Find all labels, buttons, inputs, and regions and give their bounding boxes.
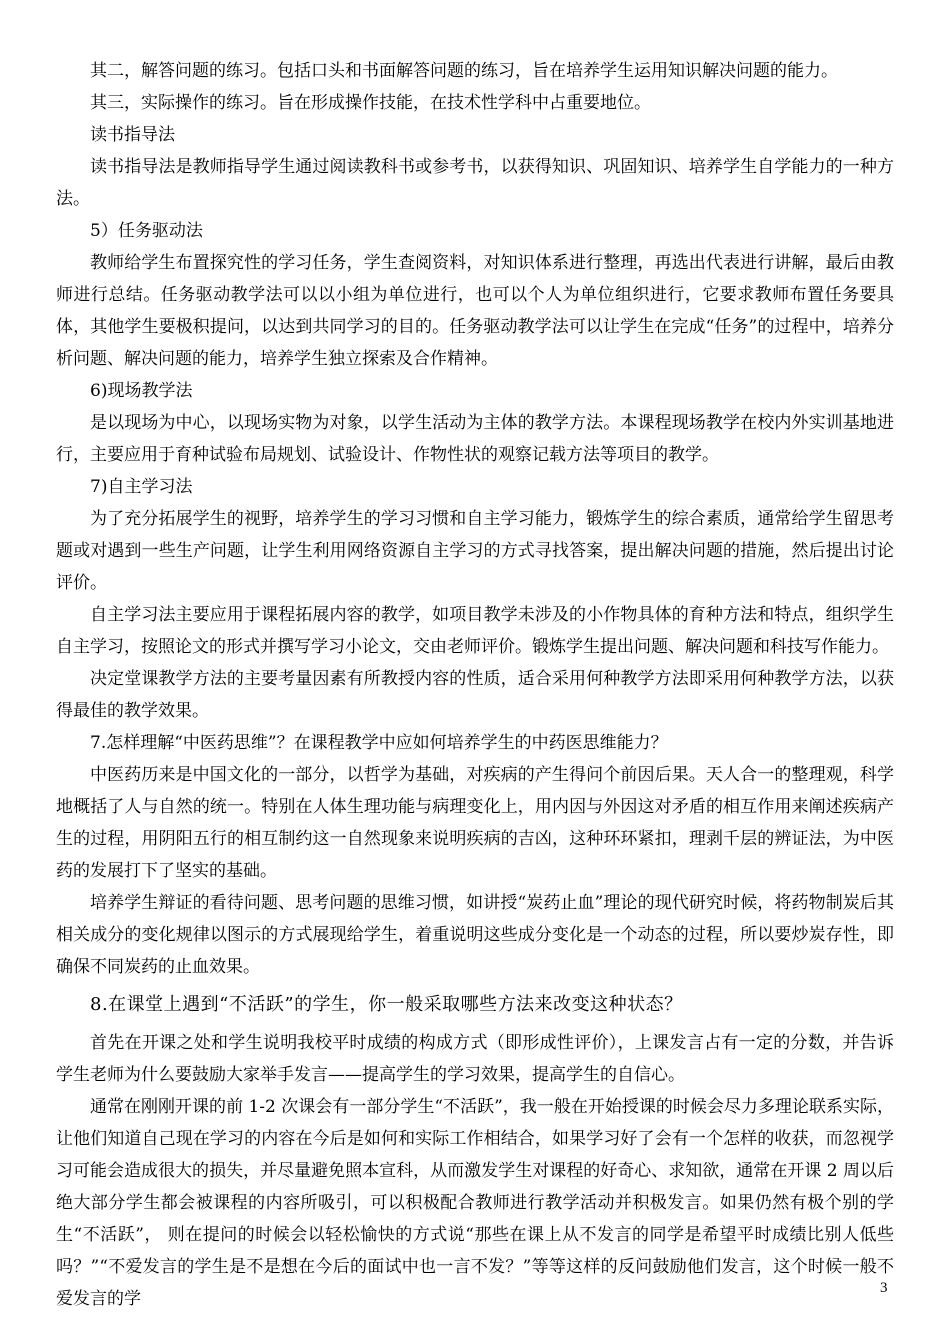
- paragraph-reading-guidance: 读书指导法是教师指导学生通过阅读教科书或参考书，以获得知识、巩固知识、培养学生自学能力的一种方法。: [56, 157, 894, 209]
- question-7: 7.怎样理解“中医药思维”？在课程教学中应如何培养学生的中药医思维能力？: [90, 733, 668, 753]
- paragraph-practice-2: 其二，解答问题的练习。包括口头和书面解答问题的练习，旨在培养学生运用知识解决问题的能力。: [90, 61, 838, 81]
- paragraph-inactive-students-2: 通常在刚刚开课的前 1-2 次课会有一部分学生“不活跃”，我一般在开始授课的时候会尽力多理论联系实际，让他们知道自己现在学习的内容在今后是如何和实际工作相结合，如果学习好了会有一个怎样的收获，而忽视学习可能会造成很大的损失，并尽量避免照本宣科，从而激发学生对课程的好奇心、求知欲，通常在开课 2 周以后绝大部分学生都会被课程的内容所吸引，可以积极配合教师进行教学活动并积极发言。如果仍然有极个别的学生“不活跃”， 则在提问的时候会以轻松愉快的方式说“那些在课上从不发言的同学是希望平时成绩比别人低些吗？”“不爱发言的学生是不是想在今后的面试中也一言不发？”等等这样的反问鼓励他们发言，这个时候一般不爱发言的学: [56, 1097, 894, 1309]
- paragraph-tcm-thinking: 中医药历来是中国文化的一部分，以哲学为基础，对疾病的产生得问个前因后果。天人合一的整理观，科学地概括了人与自然的统一。特别在人体生理功能与病理变化上，用内因与外因这对矛盾的相互作用来阐述疾病产生的过程，用阴阳五行的相互制约这一自然现象来说明疾病的吉凶，这种环环紧扣，理剥千层的辨证法，为中医药的发展打下了坚实的基础。: [56, 765, 894, 881]
- paragraph-self-study-1: 为了充分拓展学生的视野，培养学生的学习习惯和自主学习能力，锻炼学生的综合素质，通常给学生留思考题或对遇到一些生产问题，让学生利用网络资源自主学习的方式寻找答案，提出解决问题的措施，然后提出讨论评价。: [56, 509, 894, 593]
- heading-field-teaching: 6)现场教学法: [90, 381, 193, 401]
- paragraph-task-driven: 教师给学生布置探究性的学习任务，学生查阅资料，对知识体系进行整理，再选出代表进行讲解，最后由教师进行总结。任务驱动教学法可以以小组为单位进行，也可以个人为单位组织进行，它要求教师布置任务要具体，其他学生要极积提问，以达到共同学习的目的。任务驱动教学法可以让学生在完成“任务”的过程中，培养分析问题、解决问题的能力，培养学生独立探索及合作精神。: [56, 253, 894, 369]
- document-body: [56, 55, 894, 1315]
- page-number: 3: [880, 1280, 888, 1296]
- paragraph-field-teaching: 是以现场为中心，以现场实物为对象，以学生活动为主体的教学方法。本课程现场教学在校内外实训基地进行，主要应用于育种试验布局规划、试验设计、作物性状的观察记载方法等项目的教学。: [56, 413, 894, 465]
- paragraph-inactive-students-1: 首先在开课之处和学生说明我校平时成绩的构成方式（即形成性评价），上课发言占有一定的分数，并告诉学生老师为什么要鼓励大家举手发言——提高学生的学习效果，提高学生的自信心。: [56, 1033, 894, 1085]
- paragraph-practice-3: 其三，实际操作的练习。旨在形成操作技能，在技术性学科中占重要地位。: [90, 93, 651, 113]
- paragraph-self-study-2: 自主学习法主要应用于课程拓展内容的教学，如项目教学未涉及的小作物具体的育种方法和特点，组织学生自主学习，按照论文的形式并撰写学习小论文，交由老师评价。锻炼学生提出问题、解决问题和科技写作能力。: [56, 605, 894, 657]
- question-8: 8.在课堂上遇到“不活跃”的学生，你一般采取哪些方法来改变这种状态？: [90, 994, 683, 1015]
- heading-task-driven: 5）任务驱动法: [90, 221, 203, 241]
- paragraph-tcm-training: 培养学生辩证的看待问题、思考问题的思维习惯，如讲授“炭药止血”理论的现代研究时候，将药物制炭后其相关成分的变化规律以图示的方式展现给学生，着重说明这些成分变化是一个动态的过程，所以要炒炭存性，即确保不同炭药的止血效果。: [56, 893, 894, 977]
- heading-reading-guidance: 读书指导法: [90, 125, 175, 145]
- paragraph-method-choice: 决定堂课教学方法的主要考量因素有所教授内容的性质，适合采用何种教学方法即采用何种教学方法，以获得最佳的教学效果。: [56, 669, 894, 721]
- heading-self-study: 7)自主学习法: [90, 477, 193, 497]
